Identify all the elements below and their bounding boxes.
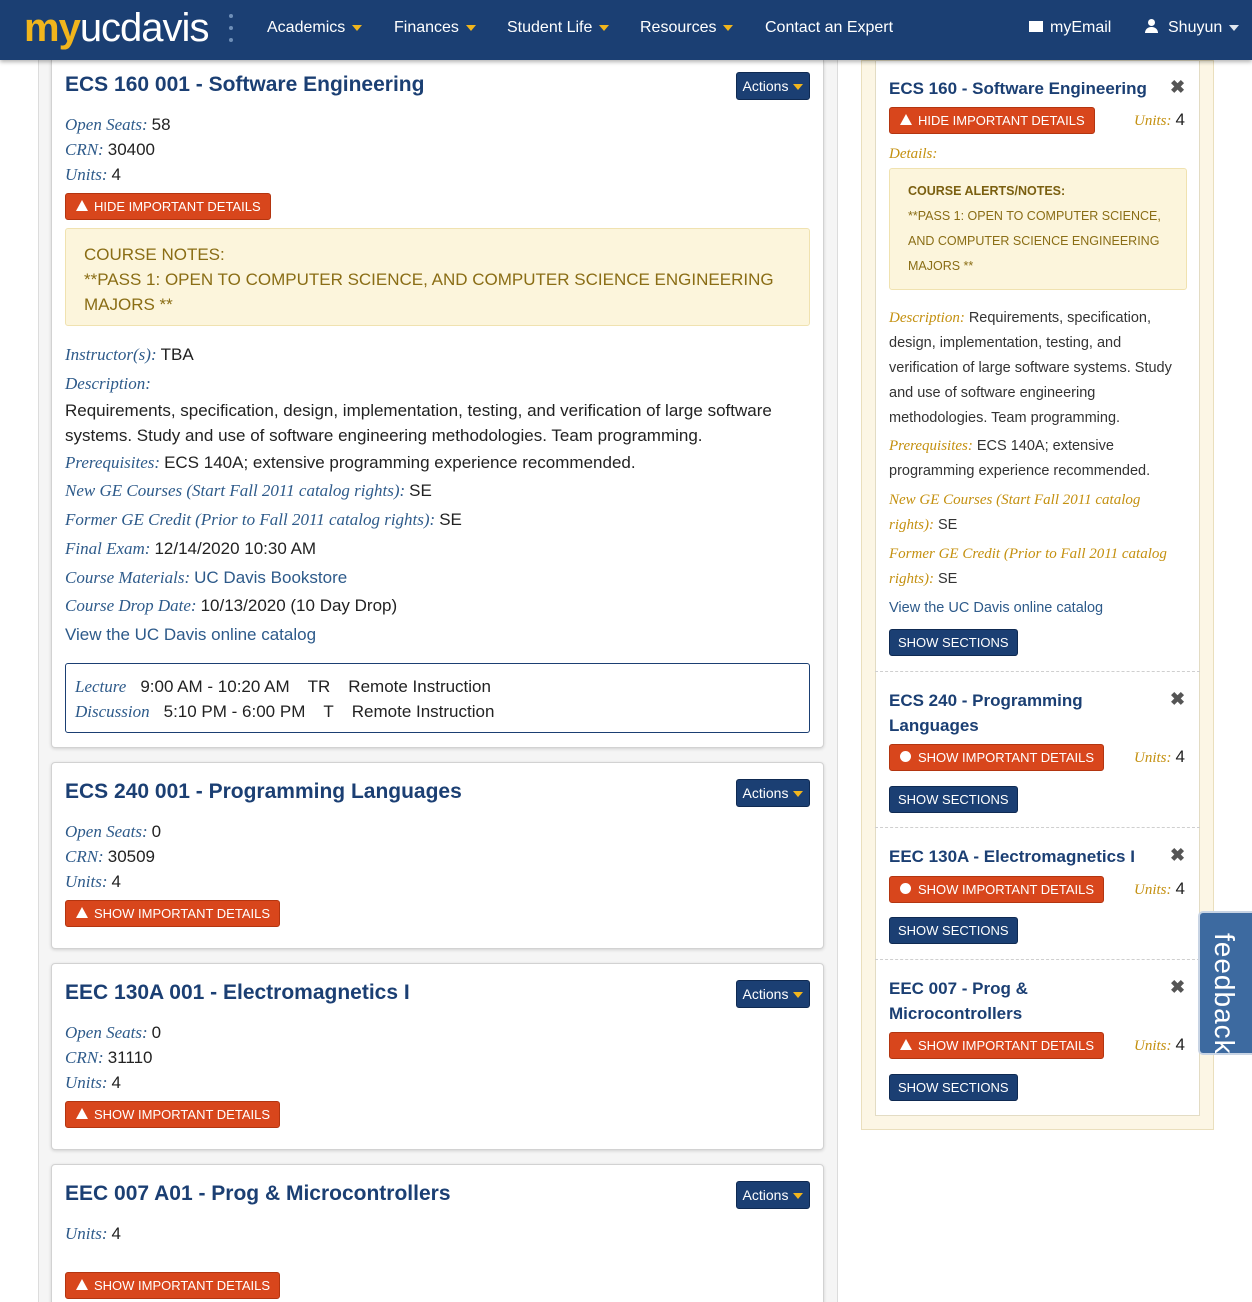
course-notes-box (65, 228, 810, 326)
meeting-row-discussion: Discussion 5:10 PM - 6:00 PM T Remote Instruction (75, 702, 495, 721)
course-card-ecs160 (51, 60, 824, 748)
show-sections-button[interactable]: SHOW SECTIONS (889, 917, 1018, 944)
chevron-down-icon (599, 25, 609, 31)
course-card-eec130a (51, 963, 824, 1150)
chevron-down-icon (793, 1193, 803, 1199)
apps-dots-icon[interactable] (229, 14, 235, 50)
details-label: Details: (889, 146, 938, 162)
crn: CRN: 30400 (65, 140, 156, 159)
alerts-heading: COURSE ALERTS/NOTES: (908, 184, 1066, 198)
feedback-tab[interactable]: feedback (1198, 911, 1252, 1055)
divider (875, 959, 1200, 960)
actions-button[interactable]: Actions (736, 72, 810, 100)
crn: CRN: 31110 (65, 1048, 153, 1067)
remove-x-icon[interactable]: ✖ (1170, 845, 1186, 865)
info-icon (900, 883, 911, 894)
nav-user-menu[interactable]: Shuyun (1144, 19, 1239, 37)
divider (875, 827, 1200, 828)
remove-x-icon[interactable]: ✖ (1170, 689, 1186, 709)
chevron-down-icon (352, 25, 362, 31)
course-title: ECS 160 001 - Software Engineering (65, 73, 425, 96)
course-alerts-box (889, 168, 1187, 290)
nav-academics[interactable]: Academics (267, 19, 362, 37)
basket-units: Units: 4 (1134, 747, 1185, 766)
warning-icon (900, 114, 912, 125)
course-card-eec007 (51, 1164, 824, 1302)
show-sections-button[interactable]: SHOW SECTIONS (889, 786, 1018, 813)
warning-icon (76, 1108, 88, 1119)
open-seats: Open Seats: 0 (65, 822, 162, 841)
units: Units: 4 (65, 165, 121, 184)
warning-icon (76, 200, 88, 211)
show-important-details-button[interactable]: SHOW IMPORTANT DETAILS (889, 1032, 1104, 1059)
nav-myemail[interactable]: myEmail (1029, 19, 1111, 37)
course-notes-text: **PASS 1: OPEN TO COMPUTER SCIENCE, AND COMPUTER SCIENCE ENGINEERING MAJORS ** (84, 270, 774, 314)
nav-contact-expert[interactable]: Contact an Expert (765, 19, 894, 36)
show-sections-button[interactable]: SHOW SECTIONS (889, 1074, 1018, 1101)
instructor: Instructor(s): TBA (65, 345, 194, 364)
hide-important-details-button[interactable]: HIDE IMPORTANT DETAILS (889, 107, 1095, 134)
chevron-down-icon (466, 25, 476, 31)
nav-student-life[interactable]: Student Life (507, 19, 609, 37)
remove-x-icon[interactable]: ✖ (1170, 977, 1186, 997)
basket-item-title[interactable]: EEC 130A - Electromagnetics I (889, 847, 1135, 866)
alerts-text: **PASS 1: OPEN TO COMPUTER SCIENCE, AND COMPUTER SCIENCE ENGINEERING MAJORS ** (908, 209, 1161, 273)
basket-prerequisites: Prerequisites: ECS 140A; extensive programming experience recommended. (889, 438, 1151, 479)
course-drop-date: Course Drop Date: 10/13/2020 (10 Day Drop) (65, 596, 398, 615)
show-important-details-button[interactable]: SHOW IMPORTANT DETAILS (65, 1101, 280, 1128)
basket-units: Units: 4 (1134, 1035, 1185, 1054)
actions-button[interactable]: Actions (736, 779, 810, 807)
chevron-down-icon (723, 25, 733, 31)
nav-resources[interactable]: Resources (640, 19, 733, 37)
course-title: EEC 130A 001 - Electromagnetics I (65, 981, 410, 1004)
warning-icon (900, 1039, 912, 1050)
info-icon (900, 751, 911, 762)
course-title: EEC 007 A01 - Prog & Microcontrollers (65, 1182, 451, 1205)
show-important-details-button[interactable]: SHOW IMPORTANT DETAILS (889, 876, 1104, 903)
course-materials: Course Materials: UC Davis Bookstore (65, 568, 348, 587)
course-notes-heading: COURSE NOTES: (84, 245, 225, 264)
divider (875, 671, 1200, 672)
warning-icon (76, 907, 88, 918)
basket-former-ge: Former GE Credit (Prior to Fall 2011 catalog rights): SE (889, 546, 1167, 587)
open-seats: Open Seats: 0 (65, 1023, 162, 1042)
catalog-link[interactable]: View the UC Davis online catalog (65, 625, 317, 644)
show-important-details-button[interactable]: SHOW IMPORTANT DETAILS (65, 900, 280, 927)
units: Units: 4 (65, 872, 121, 891)
basket-description: Description: Requirements, specification, design, implementation, testing, and verification of large software systems. Study and use of software engineering methodologies. Team programming. (889, 310, 1172, 426)
basket-item-title[interactable]: EEC 007 - Prog & Microcontrollers (889, 979, 1028, 1023)
description-label: Description: (65, 374, 151, 393)
chevron-down-icon (793, 791, 803, 797)
crn: CRN: 30509 (65, 847, 156, 866)
envelope-icon (1029, 21, 1043, 32)
bookstore-link[interactable]: UC Davis Bookstore (194, 568, 348, 587)
basket-item-title[interactable]: ECS 160 - Software Engineering (889, 79, 1147, 98)
show-important-details-button[interactable]: SHOW IMPORTANT DETAILS (889, 744, 1104, 771)
units: Units: 4 (65, 1224, 121, 1243)
meeting-row-lecture: Lecture 9:00 AM - 10:20 AM TR Remote Instruction (75, 677, 491, 696)
nav-finances[interactable]: Finances (394, 19, 476, 37)
actions-button[interactable]: Actions (736, 1181, 810, 1209)
course-title: ECS 240 001 - Programming Languages (65, 780, 462, 803)
course-card-ecs240 (51, 762, 824, 949)
basket-new-ge: New GE Courses (Start Fall 2011 catalog rights): SE (889, 492, 1141, 533)
final-exam: Final Exam: 12/14/2020 10:30 AM (65, 539, 317, 558)
chevron-down-icon (793, 84, 803, 90)
open-seats: Open Seats: 58 (65, 115, 171, 134)
description-text: Requirements, specification, design, implementation, testing, and verification of large software systems. Study and use of software engineering methodologies. Team programming. (65, 401, 772, 445)
prerequisites: Prerequisites: ECS 140A; extensive programming experience recommended. (65, 453, 636, 472)
basket-units: Units: 4 (1134, 110, 1185, 129)
meeting-times-box (65, 663, 810, 733)
user-icon (1144, 19, 1158, 33)
warning-icon (76, 1279, 88, 1290)
chevron-down-icon (1229, 25, 1239, 31)
former-ge-credit: Former GE Credit (Prior to Fall 2011 catalog rights): SE (65, 510, 462, 529)
basket-units: Units: 4 (1134, 879, 1185, 898)
new-ge-courses: New GE Courses (Start Fall 2011 catalog rights): SE (65, 481, 432, 500)
hide-important-details-button[interactable]: HIDE IMPORTANT DETAILS (65, 193, 271, 220)
show-important-details-button[interactable]: SHOW IMPORTANT DETAILS (65, 1272, 280, 1299)
myucdavis-logo[interactable]: myucdavis (24, 6, 209, 50)
remove-x-icon[interactable]: ✖ (1170, 77, 1186, 97)
units: Units: 4 (65, 1073, 121, 1092)
basket-catalog-link[interactable]: View the UC Davis online catalog (889, 600, 1104, 616)
basket-item-title[interactable]: ECS 240 - Programming Languages (889, 691, 1083, 735)
chevron-down-icon (793, 992, 803, 998)
top-navbar (0, 0, 1252, 60)
actions-button[interactable]: Actions (736, 980, 810, 1008)
show-sections-button[interactable]: SHOW SECTIONS (889, 629, 1018, 656)
